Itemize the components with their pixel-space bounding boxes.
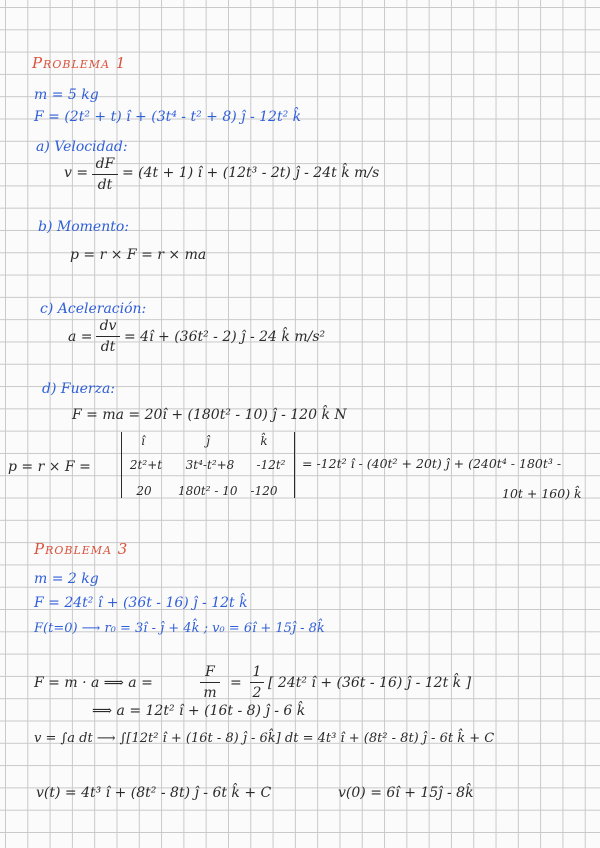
- newton-lhs: F = m · a ⟹ a =: [34, 675, 153, 691]
- accel-derivative: [96, 318, 120, 355]
- det-cell: 20: [136, 484, 152, 498]
- det-cell: î: [141, 434, 145, 448]
- determinant-left-bar: [121, 432, 122, 498]
- half-fraction: [250, 664, 264, 701]
- part-b-label: b) Momento:: [38, 219, 129, 235]
- velocity-prefix: v =: [64, 165, 89, 181]
- newton-numerator: F: [205, 664, 215, 680]
- det-cell: 180t² - 10: [178, 484, 238, 498]
- momentum-equation: p = r × F = r × ma: [70, 247, 207, 263]
- equals-sign: =: [230, 675, 242, 691]
- accel-prefix: a =: [68, 329, 93, 345]
- velocity-integral: v = ∫a dt ⟶ ∫[12t² î + (16t - 8) ĵ - 6k̂] dt = 4t³ î + (8t² - 8t) ĵ - 6t k̂ + C: [34, 731, 495, 746]
- half-numerator: 1: [252, 664, 262, 680]
- det-cell: -120: [250, 484, 278, 498]
- cross-product-lhs: p = r × F =: [8, 459, 91, 475]
- fraction-bar: [92, 174, 118, 175]
- fraction-bar: [200, 682, 220, 683]
- fraction-bar: [96, 336, 120, 337]
- determinant-right-bar: [294, 432, 295, 498]
- half-denominator: 2: [252, 685, 262, 701]
- cross-product-result-1: = -12t² î - (40t² + 20t) ĵ + (240t⁴ - 180t³ -: [302, 456, 562, 471]
- velocity-function: v(t) = 4t³ î + (8t² - 8t) ĵ - 6t k̂ + C: [36, 785, 272, 801]
- initial-conditions: F(t=0) ⟶ r₀ = 3î - ĵ + 4k̂ ; v₀ = 6î + 15ĵ - 8k̂: [34, 621, 325, 636]
- velocity-denominator: dt: [97, 177, 113, 193]
- det-cell: -12t²: [256, 458, 286, 472]
- mass-line: m = 5 kg: [34, 87, 99, 103]
- accel-denominator: dt: [100, 339, 116, 355]
- force-result: F = ma = 20î + (180t² - 10) ĵ - 120 k̂ N: [72, 407, 347, 423]
- det-cell: k̂: [260, 434, 268, 448]
- velocity-result: = (4t + 1) î + (12t³ - 2t) ĵ - 24t k̂ m/s: [122, 165, 380, 181]
- force-equation-3: F = 24t² î + (36t - 16) ĵ - 12t k̂: [34, 595, 248, 611]
- part-c-label: c) Aceleración:: [40, 301, 147, 317]
- velocity-derivative: [92, 156, 118, 193]
- part-a-label: a) Velocidad:: [36, 139, 128, 155]
- newton-fraction: [200, 664, 220, 701]
- det-cell: 2t²+t: [129, 458, 163, 472]
- problem-3-title: Problema 3: [34, 540, 129, 558]
- initial-velocity: v(0) = 6î + 15ĵ - 8k̂: [338, 785, 474, 801]
- mass-line-3: m = 2 kg: [34, 571, 99, 587]
- problem-1-title: Problema 1: [32, 54, 127, 72]
- accel-numerator: dv: [99, 318, 117, 334]
- fraction-bar: [250, 682, 264, 683]
- velocity-numerator: dF: [95, 156, 115, 172]
- part-d-label: d) Fuerza:: [42, 381, 116, 397]
- cross-product-result-2: 10t + 160) k̂: [502, 486, 582, 501]
- force-equation: F = (2t² + t) î + (3t⁴ - t² + 8) ĵ - 12t² k̂: [34, 109, 302, 125]
- det-cell: 3t⁴-t²+8: [185, 458, 235, 472]
- newton-denominator: m: [203, 685, 217, 701]
- accel-result: = 4î + (36t² - 2) ĵ - 24 k̂ m/s²: [124, 329, 326, 345]
- det-cell: ĵ: [206, 434, 210, 448]
- newton-rhs: [ 24t² î + (36t - 16) ĵ - 12t k̂ ]: [268, 675, 472, 691]
- acceleration-line: ⟹ a = 12t² î + (16t - 8) ĵ - 6 k̂: [92, 703, 306, 719]
